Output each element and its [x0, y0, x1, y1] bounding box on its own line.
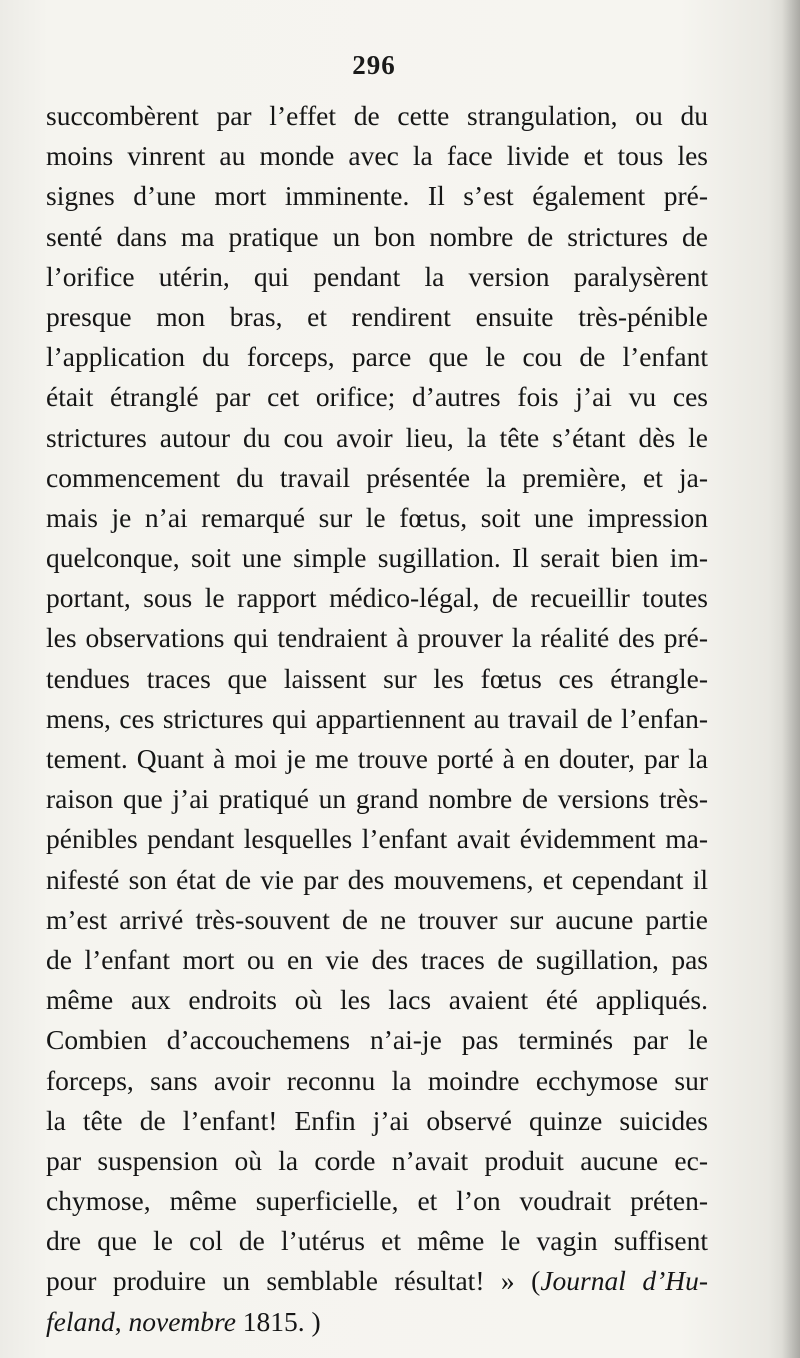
text-line: presque mon bras, et rendirent ensuite très-pénible: [46, 300, 708, 332]
text-line-citation-end: [46, 1302, 708, 1342]
text-line: les observations qui tendraient à prouver la réalité des pré-: [46, 622, 708, 654]
text-line: l’orifice utérin, qui pendant la version paralysèrent: [46, 260, 708, 292]
text-line: par suspension où la corde n’avait produit aucune ec-: [46, 1144, 708, 1176]
citation-month: novembre: [128, 1305, 236, 1337]
text-line: tendues traces que laissent sur les fœtus ces étrangle-: [46, 662, 708, 694]
text-line: forceps, sans avoir reconnu la moindre ecchymose sur: [46, 1064, 708, 1096]
body-text: [46, 96, 708, 1342]
text-line: même aux endroits où les lacs avaient été appliqués.: [46, 984, 708, 1016]
text-line: quelconque, soit une simple sugillation. Il serait bien im-: [46, 542, 708, 574]
text-line: tement. Quant à moi je me trouve porté à en douter, par la: [46, 743, 708, 774]
text-line: était étranglé par cet orifice; d’autres fois j’ai vu ces: [46, 381, 708, 413]
citation-journal: Journal d’Hu-: [540, 1265, 708, 1297]
text-line: moins vinrent au monde avec la face livide et tous les: [46, 140, 708, 172]
text-line: chymose, même superficielle, et l’on voudrait préten-: [46, 1185, 708, 1217]
text-line: portant, sous le rapport médico-légal, de recueillir toutes: [46, 582, 708, 614]
citation-year: 1815. ): [235, 1305, 321, 1337]
page-number: 296: [352, 50, 396, 80]
page-edge-shadow: [782, 0, 800, 1358]
text-line: nifesté son état de vie par des mouvemens, et cependant il: [46, 863, 708, 895]
text-line: de l’enfant mort ou en vie des traces de sugillation, pas: [46, 943, 708, 975]
text-run: pour produire un semblable résultat! » (: [46, 1265, 541, 1297]
text-line: senté dans ma pratique un bon nombre de strictures de: [46, 220, 708, 252]
text-line: mais je n’ai remarqué sur le fœtus, soit une impression: [46, 501, 708, 533]
text-line: pénibles pendant lesquelles l’enfant avait évidemment ma-: [46, 823, 708, 855]
text-run: ,: [114, 1305, 129, 1337]
text-line-citation-start: [46, 1261, 708, 1301]
text-line: m’est arrivé très-souvent de ne trouver sur aucune partie: [46, 903, 708, 935]
citation-journal-cont: feland: [46, 1305, 115, 1337]
text-line: succombèrent par l’effet de cette strangulation, ou du: [46, 100, 708, 131]
text-line: dre que le col de l’utérus et même le vagin suffisent: [46, 1225, 708, 1257]
text-line: strictures autour du cou avoir lieu, la tête s’étant dès le: [46, 421, 708, 453]
text-line: la tête de l’enfant! Enfin j’ai observé quinze suicides: [46, 1104, 708, 1136]
text-line: Combien d’accouchemens n’ai-je pas terminés par le: [46, 1024, 708, 1056]
text-line: commencement du travail présentée la première, et ja-: [46, 461, 708, 493]
text-line: signes d’une mort imminente. Il s’est également pré-: [46, 180, 708, 212]
text-line: mens, ces strictures qui appartiennent au travail de l’enfan-: [46, 702, 708, 734]
text-line: raison que j’ai pratiqué un grand nombre de versions très-: [46, 783, 708, 815]
text-line: l’application du forceps, parce que le cou de l’enfant: [46, 341, 708, 373]
